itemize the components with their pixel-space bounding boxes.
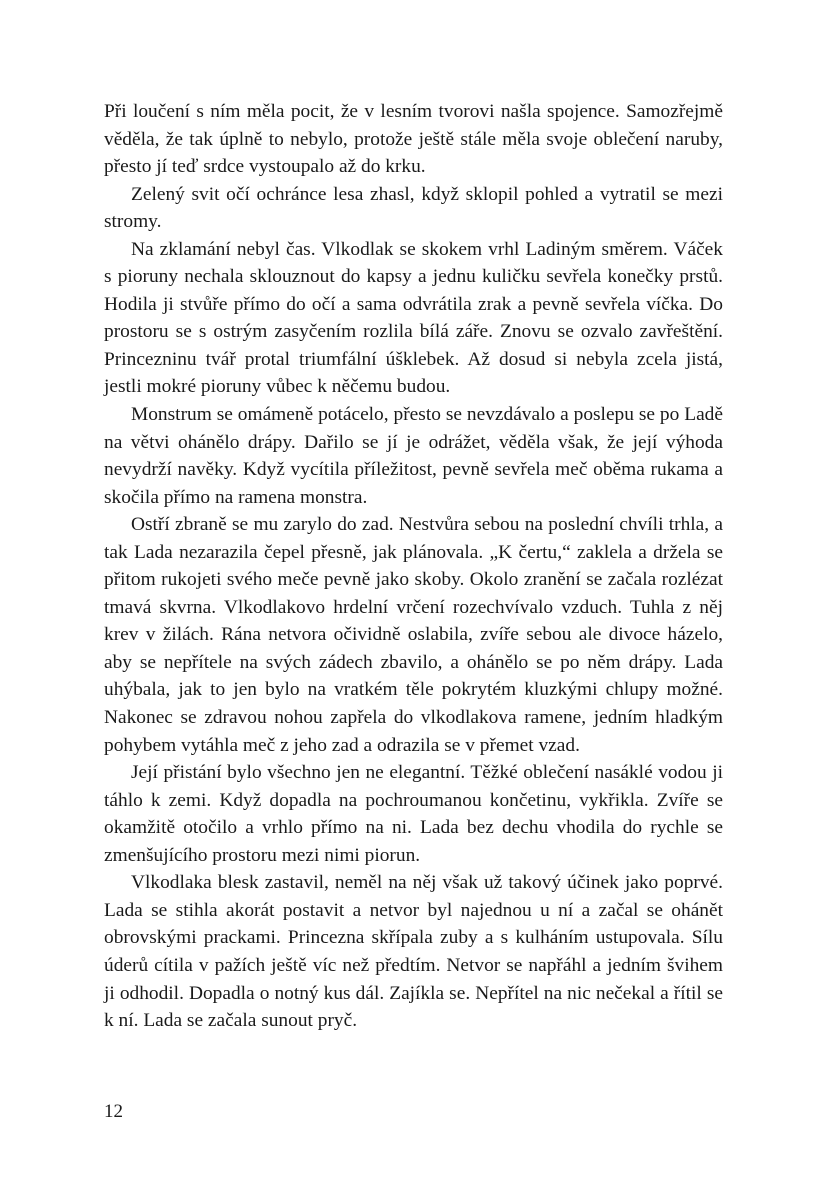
paragraph-6: Její přistání bylo všechno jen ne elegantní. Těžké oblečení nasáklé vodou ji táhlo k zemi. Když dopadla na pochroumanou končetinu, vykřikla. Zvíře se okamžitě otočilo a vrhlo přímo na ni. Lada bez dechu vhodila do rychle se zmenšujícího prostoru mezi nimi piorun. — [104, 762, 723, 866]
paragraph-2: Zelený svit očí ochránce lesa zhasl, když sklopil pohled a vytratil se mezi stromy. — [104, 183, 723, 233]
page-number: 12 — [104, 1101, 123, 1122]
paragraph-3: Na zklamání nebyl čas. Vlkodlak se skokem vrhl Ladiným směrem. Váček s pioruny nechala sklouznout do kapsy a jednu kuličku sevřela konečky prstů. Hodila ji stvůře přímo do očí a sama odvrátila zrak a pevně sevřela víčka. Do prostoru se s ostrým zasyčením rozlila bílá záře. Znovu se ozvalo zavřeštění. Princezninu tvář protal triumfální úšklebek. Až dosud si nebyla zcela jistá, jestli mokré pioruny vůbec k něčemu budou. — [104, 238, 723, 398]
body-text — [104, 98, 723, 1035]
paragraph-5: Ostří zbraně se mu zarylo do zad. Nestvůra sebou na poslední chvíli trhla, a tak Lada nezarazila čepel přesně, jak plánovala. „K čertu,“ zaklela a držela se přitom rukojeti svého meče pevně jako skoby. Okolo zranění se začala rozlézat tmavá skvrna. Vlkodlakovo hrdelní vrčení rozechvívalo vzduch. Tuhla z něj krev v žilách. Rána netvora očividně oslabila, zvíře sebou ale divoce házelo, aby se nepřítele na svých zádech zbavilo, a ohánělo se po něm drápy. Lada uhýbala, jak to jen bylo na vratkém těle pokrytém kluzkými chlupy možné. Nakonec se zdravou nohou zapřela do vlkodlakova ramene, jedním hladkým pohybem vytáhla meč z jeho zad a odrazila se v přemet vzad. — [104, 514, 723, 756]
paragraph-1: Při loučení s ním měla pocit, že v lesním tvorovi našla spojence. Samozřejmě věděla, že tak úplně to nebylo, protože ještě stále měla svoje oblečení naruby, přesto jí teď srdce vystoupalo až do krku. — [104, 101, 723, 178]
paragraph-4: Monstrum se omámeně potácelo, přesto se nevzdávalo a poslepu se po Ladě na větvi ohánělo drápy. Dařilo se jí je odrážet, věděla však, že její výhoda nevydrží navěky. Když vycítila příležitost, pevně sevřela meč oběma rukama a skočila přímo na ramena monstra. — [104, 404, 723, 508]
paragraph-7: Vlkodlaka blesk zastavil, neměl na něj však už takový účinek jako poprvé. Lada se stihla akorát postavit a netvor byl najednou u ní a začal se ohánět obrovskými prackami. Princezna skřípala zuby a s kulháním ustupovala. Sílu úderů cítila v pažích ještě víc než předtím. Netvor se napřáhl a jedním švihem ji odhodil. Dopadla o notný kus dál. Zajíkla se. Nepřítel na nic nečekal a řítil se k ní. Lada se začala sunout pryč. — [104, 872, 723, 1032]
